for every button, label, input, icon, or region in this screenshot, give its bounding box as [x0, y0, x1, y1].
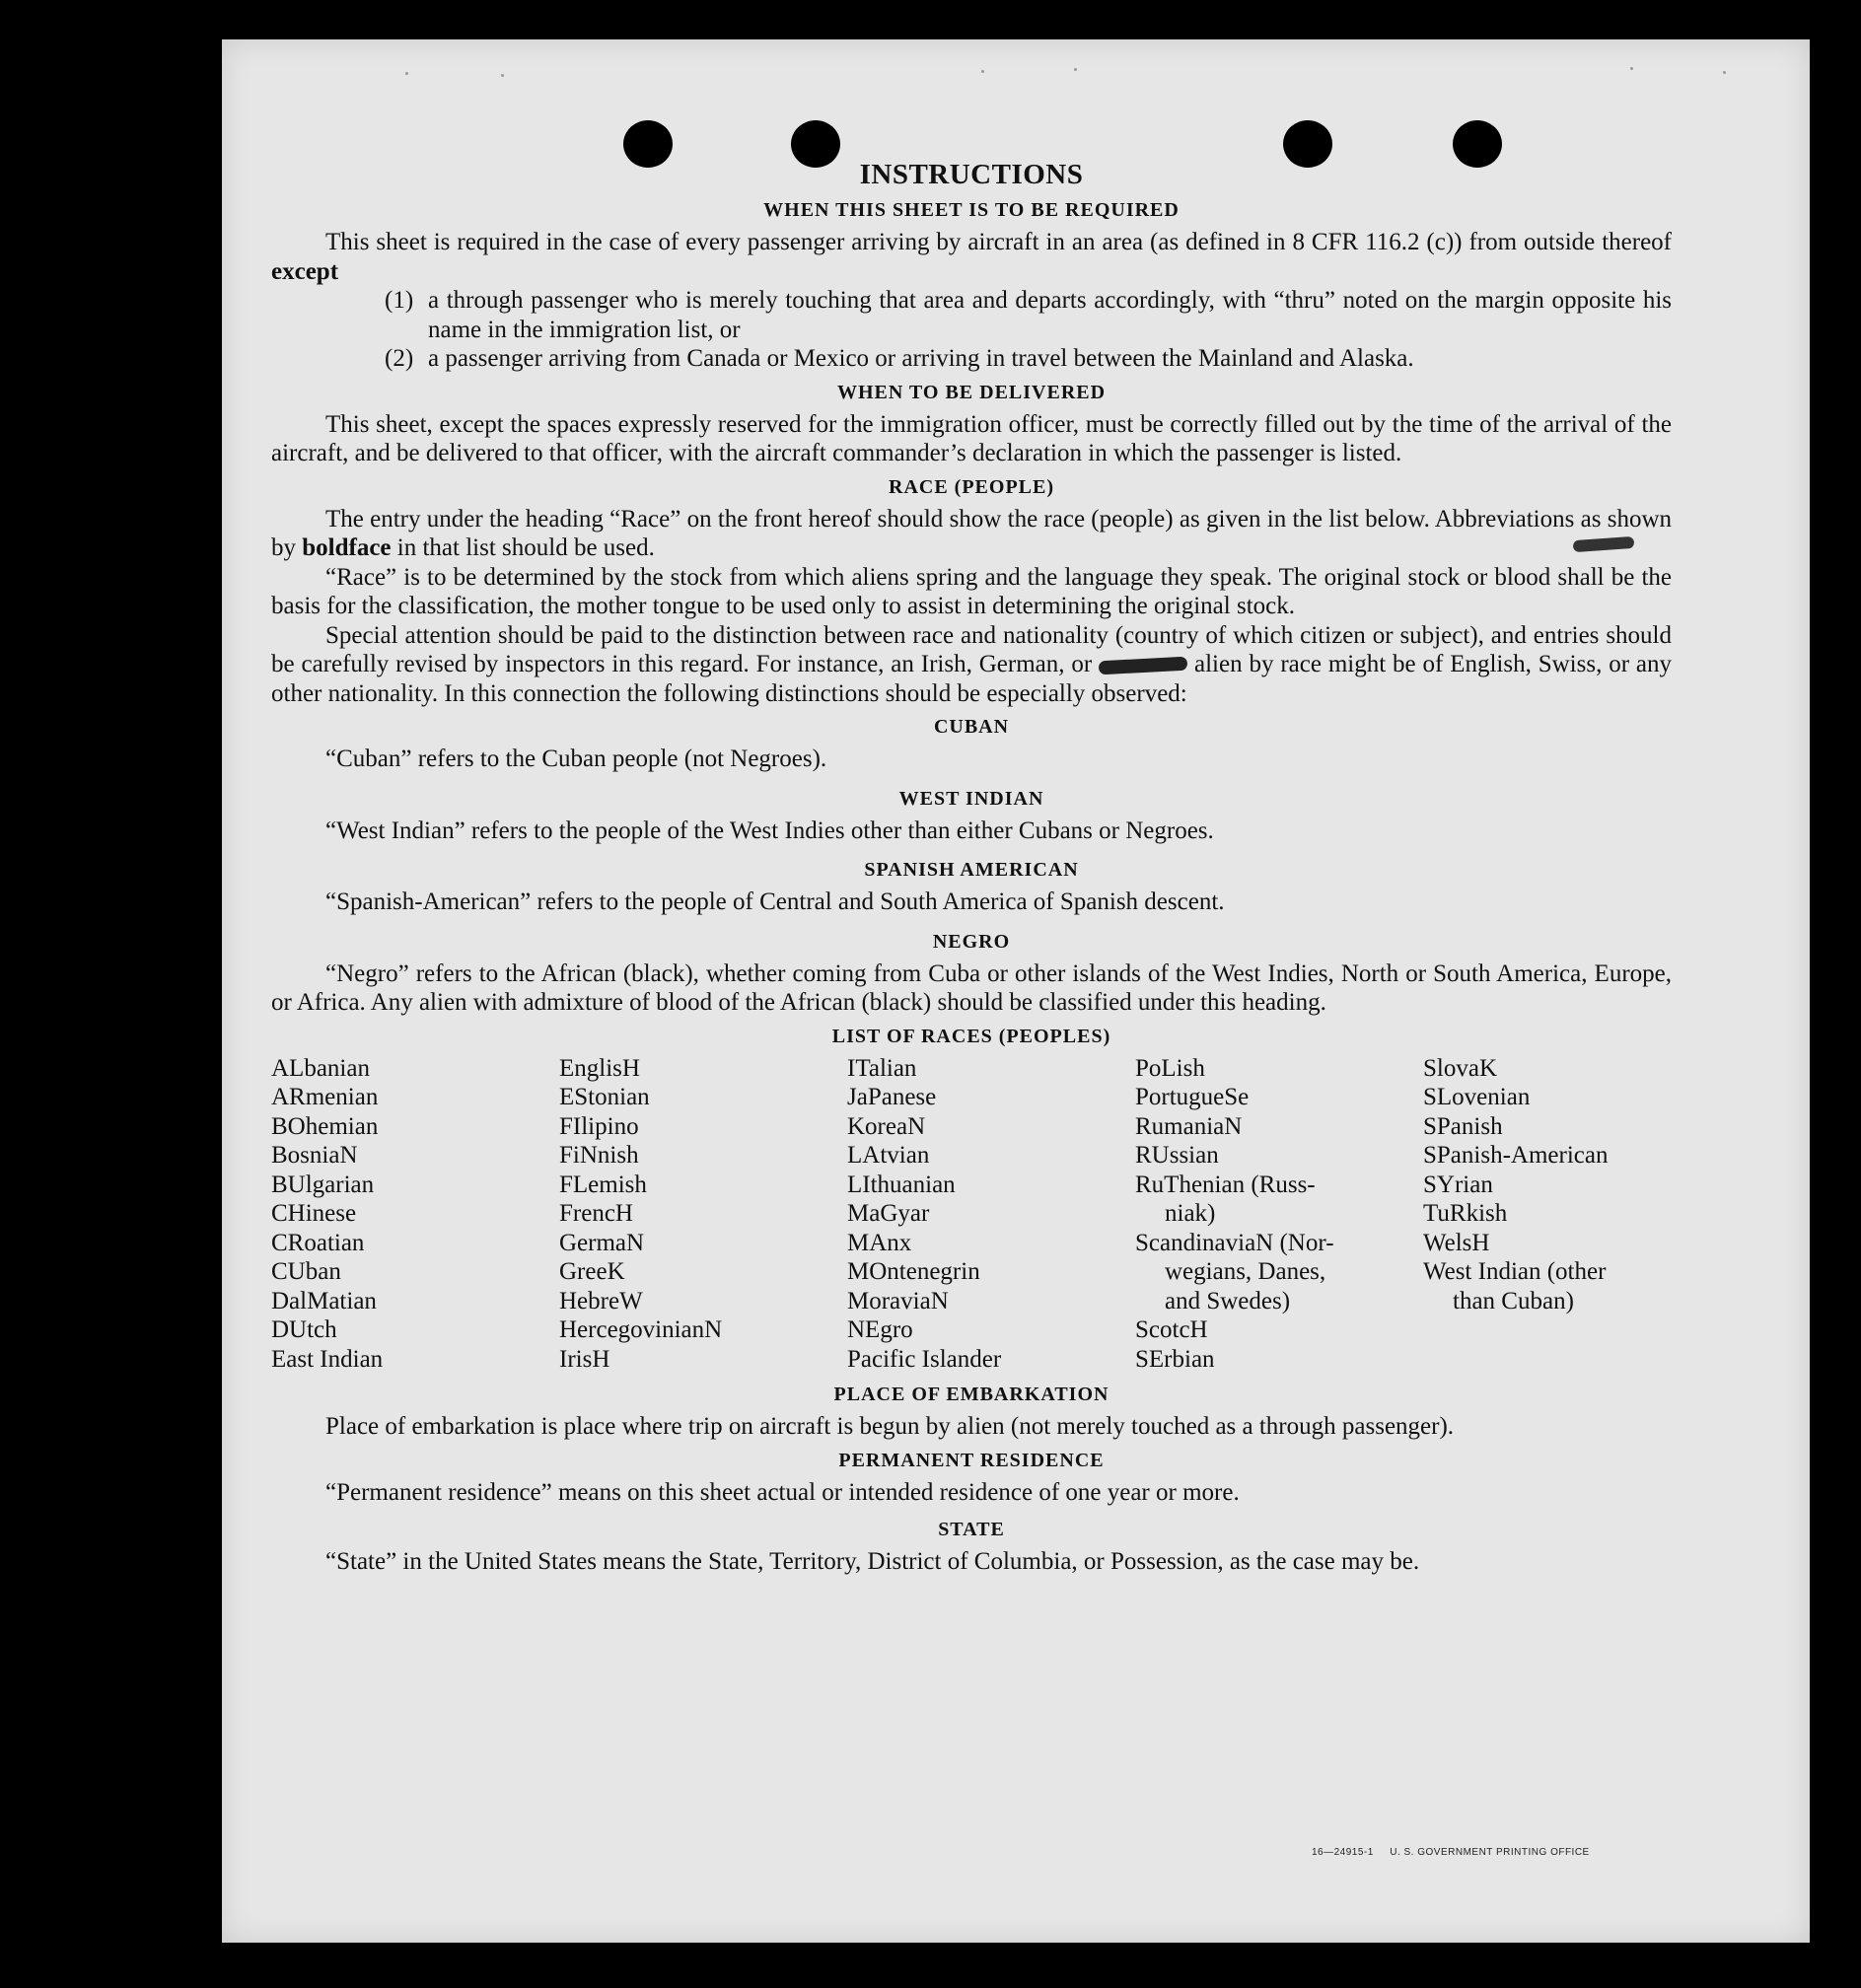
- race-entry: ScotcH: [1135, 1316, 1208, 1343]
- race-entry: JaPanese: [847, 1084, 937, 1110]
- section-heading: WEST INDIAN: [898, 787, 1044, 810]
- paragraph: “Cuban” refers to the Cuban people (not Negroes).: [325, 746, 827, 772]
- list-item: (2) a passenger arriving from Canada or Mexico or arriving in travel between the Mainland and Alaska.: [385, 345, 1414, 372]
- race-entry: ITalian: [847, 1054, 917, 1082]
- race-entry: Pacific Islander: [847, 1345, 1002, 1373]
- race-entry: CRoatian: [271, 1229, 365, 1256]
- race-entry: RUssian: [1135, 1142, 1219, 1169]
- race-entry: and Swedes): [1165, 1287, 1291, 1314]
- race-entry: GreeK: [559, 1258, 625, 1285]
- race-entry: WelsH: [1423, 1229, 1490, 1256]
- race-entry: FrencH: [559, 1200, 633, 1227]
- race-entry: MAnx: [847, 1229, 912, 1256]
- paragraph: “West Indian” refers to the people of the West Indies other than either Cubans or Negroes.: [325, 816, 1214, 844]
- paragraph: “Spanish-American” refers to the people of Central and South America of Spanish descent.: [325, 888, 1225, 915]
- document-sheet: [222, 39, 1810, 1943]
- section-heading: SPANISH AMERICAN: [864, 859, 1079, 881]
- race-entry: FLemish: [559, 1171, 647, 1198]
- paragraph: The entry under the heading “Race” on the front hereof should show the race (people) as given in the list below. Abbreviations as shown by boldface in that list should be used.: [271, 505, 1672, 561]
- paragraph: Place of embarkation is place where trip on aircraft is begun by alien (not merely touched as a through passenger).: [325, 1413, 1455, 1440]
- races-column: [847, 1054, 1135, 1375]
- race-entry: HercegovinianN: [559, 1316, 723, 1343]
- section-heading: PLACE OF EMBARKATION: [833, 1384, 1109, 1405]
- race-entry: West Indian (other: [1423, 1258, 1607, 1285]
- race-entry: SErbian: [1135, 1345, 1215, 1373]
- races-list: [271, 1054, 1672, 1375]
- section-heading: RACE (PEOPLE): [889, 475, 1054, 498]
- race-entry: EStonian: [559, 1084, 650, 1110]
- races-column: [271, 1054, 559, 1375]
- list-item: (1) a through passenger who is merely touching that area and departs accordingly, with “thru” noted on the margin opposite his name in the immigration list, or: [385, 287, 1672, 343]
- section-heading: CUBAN: [933, 716, 1010, 738]
- page-title: INSTRUCTIONS: [859, 159, 1084, 190]
- section-heading: NEGRO: [932, 930, 1011, 953]
- race-entry: FiNnish: [559, 1142, 639, 1169]
- race-entry: CHinese: [271, 1200, 357, 1227]
- race-entry: IrisH: [559, 1345, 610, 1373]
- paragraph: “Negro” refers to the African (black), whether coming from Cuba or other islands of the West Indies, North or South America, Europe, or Africa. Any alien with admixture of blood of the African (black) should be classified under this heading.: [271, 959, 1672, 1016]
- race-entry: KoreaN: [847, 1112, 926, 1140]
- race-entry: RumaniaN: [1135, 1112, 1243, 1140]
- race-entry: LAtvian: [847, 1142, 930, 1169]
- race-entry: BUlgarian: [271, 1171, 375, 1198]
- paragraph: This sheet is required in the case of every passenger arriving by aircraft in an area (as defined in 8 CFR 116.2 (c)) from outside thereof except: [271, 229, 1672, 285]
- race-entry: ScandinaviaN (Nor-: [1135, 1229, 1334, 1256]
- form-code: 16—24915-1: [1312, 1847, 1374, 1858]
- redaction-mark: [1099, 657, 1188, 675]
- section-heading: WHEN TO BE DELIVERED: [836, 381, 1107, 403]
- race-entry: than Cuban): [1453, 1287, 1574, 1314]
- race-entry: ALbanian: [271, 1054, 370, 1082]
- race-entry: NEgro: [847, 1316, 913, 1343]
- race-entry: SlovaK: [1423, 1054, 1497, 1082]
- race-entry: CUban: [271, 1258, 341, 1285]
- race-entry: wegians, Danes,: [1165, 1258, 1326, 1285]
- race-entry: SYrian: [1423, 1171, 1493, 1198]
- race-entry: East Indian: [271, 1345, 384, 1373]
- paragraph: “Permanent residence” means on this sheet actual or intended residence of one year or more.: [325, 1478, 1240, 1506]
- races-column: [559, 1054, 847, 1375]
- race-entry: BosniaN: [271, 1142, 358, 1169]
- race-entry: DalMatian: [271, 1287, 377, 1314]
- paragraph: “State” in the United States means the State, Territory, District of Columbia, or Possession, as the case may be.: [325, 1548, 1420, 1575]
- section-heading: STATE: [938, 1519, 1005, 1540]
- race-entry: SLovenian: [1423, 1084, 1531, 1110]
- race-entry: TuRkish: [1423, 1200, 1508, 1227]
- paragraph: This sheet, except the spaces expressly reserved for the immigration officer, must be correctly filled out by the time of the arrival of the aircraft, and be delivered to that officer, with the aircraft commander’s declaration in which the passenger is listed.: [271, 410, 1672, 466]
- race-entry: niak): [1165, 1200, 1216, 1227]
- race-entry: ARmenian: [271, 1084, 379, 1110]
- instructions-body: [271, 158, 1672, 1577]
- race-entry: RuThenian (Russ-: [1135, 1171, 1316, 1198]
- race-entry: DUtch: [271, 1316, 337, 1343]
- race-entry: FIlipino: [559, 1112, 639, 1140]
- races-column: [1135, 1054, 1423, 1375]
- race-entry: EnglisH: [559, 1054, 640, 1082]
- race-entry: HebreW: [559, 1287, 643, 1314]
- printer-footer: [1312, 1847, 1590, 1858]
- race-entry: MOntenegrin: [847, 1258, 980, 1285]
- race-entry: MoraviaN: [847, 1287, 949, 1314]
- section-heading: LIST OF RACES (PEOPLES): [831, 1025, 1111, 1047]
- race-entry: MaGyar: [847, 1200, 930, 1227]
- race-entry: BOhemian: [271, 1112, 379, 1140]
- race-entry: GermaN: [559, 1229, 645, 1256]
- race-entry: PoLish: [1135, 1054, 1205, 1082]
- race-entry: LIthuanian: [847, 1171, 956, 1198]
- section-heading: PERMANENT RESIDENCE: [838, 1449, 1105, 1471]
- race-entry: PortugueSe: [1135, 1084, 1250, 1110]
- printer-name: U. S. GOVERNMENT PRINTING OFFICE: [1390, 1847, 1590, 1858]
- section-heading: WHEN THIS SHEET IS TO BE REQUIRED: [763, 199, 1180, 221]
- paragraph: “Race” is to be determined by the stock from which aliens spring and the language they speak. The original stock or blood shall be the basis for the classification, the mother tongue to be used only to assist in determining the original stock.: [271, 563, 1672, 619]
- race-entry: SPanish: [1423, 1112, 1503, 1140]
- paragraph: Special attention should be paid to the distinction between race and nationality (country of which citizen or subject), and entries should be carefully revised by inspectors in this regard. For instance, an Irish, German, or alien by race might be of English, Swiss, or any other nationality. In this connection the following distinctions should be especially observed:: [271, 621, 1673, 707]
- race-entry: SPanish-American: [1423, 1142, 1609, 1169]
- races-column: [1423, 1054, 1672, 1375]
